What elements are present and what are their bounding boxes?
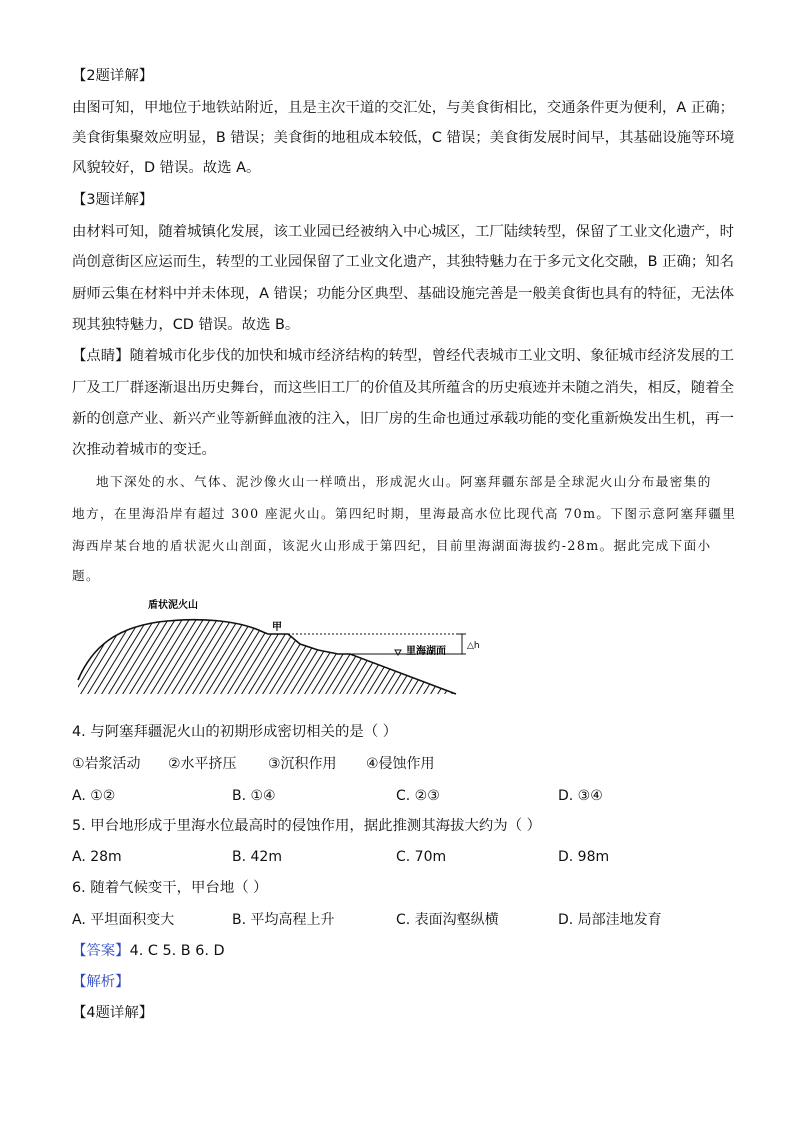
hatch-line bbox=[217, 610, 272, 700]
hatch-line bbox=[203, 610, 258, 700]
hatch-line bbox=[56, 610, 111, 700]
q4-option-a[interactable]: A. ①② bbox=[72, 788, 116, 804]
hatch-line bbox=[294, 610, 349, 700]
section2-line-3: 风貌较好，D 错误。故选 A。 bbox=[72, 160, 261, 176]
q5-option-d[interactable]: D. 98m bbox=[558, 849, 610, 865]
hatch-line bbox=[28, 610, 83, 700]
section3-line-3: 厨师云集在材料中并未体现，A 错误；功能分区典型、基础设施完善是一般美食街也具有的特征，无法体 bbox=[72, 286, 735, 302]
hatch-line bbox=[98, 610, 153, 700]
material-line-2: 地方，在里海沿岸有超过 300 座泥火山。第四纪时期，里海最高水位比现代高 70m。下图示意阿塞拜疆里 bbox=[72, 506, 737, 521]
hatch-line bbox=[301, 610, 356, 700]
q4-item-4: ④侵蚀作用 bbox=[366, 756, 435, 772]
comment-line-3: 新的创意产业、新兴产业等新鲜血液的注入，旧厂房的生命也通过承载功能的变化重新焕发出生机，再一 bbox=[72, 411, 734, 427]
q6-stem: 6. 随着气候变干，甲台地（ ） bbox=[72, 880, 268, 896]
hatch-line bbox=[133, 610, 188, 700]
q5-stem: 5. 甲台地形成于里海水位最高时的侵蚀作用，据此推测其海拔大约为（ ） bbox=[72, 818, 541, 834]
hatch-line bbox=[0, 610, 55, 700]
q6-option-a[interactable]: A. 平坦面积变大 bbox=[72, 912, 175, 928]
hatch-line bbox=[91, 610, 146, 700]
q4-option-b[interactable]: B. ①④ bbox=[232, 788, 276, 804]
section4-heading: 【4题详解】 bbox=[72, 1005, 154, 1021]
section3-line-4: 现其独特魅力，CD 错误。故选 B。 bbox=[72, 317, 300, 333]
comment-line-2: 厂及工厂群逐渐退出历史舞台，而这些旧工厂的价值及其所蕴含的历史痕迹并未随之消失，相反，随着全 bbox=[72, 380, 734, 396]
hatch-line bbox=[161, 610, 216, 700]
q6-option-d[interactable]: D. 局部洼地发育 bbox=[558, 912, 662, 928]
hatch-line bbox=[455, 610, 510, 700]
hatch-line bbox=[483, 610, 538, 700]
ground-profile-line bbox=[78, 620, 456, 694]
hatch-line bbox=[462, 610, 517, 700]
q5-option-b[interactable]: B. 42m bbox=[232, 849, 282, 865]
q6-option-b[interactable]: B. 平均高程上升 bbox=[232, 912, 335, 928]
hatch-line bbox=[63, 610, 118, 700]
section2-line-2: 美食街集聚效应明显，B 错误；美食街的地租成本较低，C 错误；美食街发展时间早，其基础设施等环境 bbox=[72, 130, 735, 146]
hatch-line bbox=[168, 610, 223, 700]
q4-stem: 4. 与阿塞拜疆泥火山的初期形成密切相关的是（ ） bbox=[72, 724, 398, 740]
hatch-line bbox=[112, 610, 167, 700]
label-jia: 甲 bbox=[272, 622, 282, 633]
hatch-line bbox=[0, 610, 34, 700]
hatch-line bbox=[490, 610, 545, 700]
comment-text-1: 随着城市化步伐的加快和城市经济结构的转型，曾经代表城市工业文明、象征城市经济发展的工 bbox=[129, 348, 734, 364]
hatch-line bbox=[182, 610, 237, 700]
comment-line-1 bbox=[72, 346, 734, 366]
answer-text: 4. C 5. B 6. D bbox=[129, 943, 225, 959]
q6-option-c[interactable]: C. 表面沟壑纵横 bbox=[396, 912, 499, 928]
comment-line-4: 次推动着城市的变迁。 bbox=[72, 442, 216, 458]
q5-option-a[interactable]: A. 28m bbox=[72, 849, 122, 865]
section2-heading: 【2题详解】 bbox=[72, 68, 154, 84]
hatch-line bbox=[350, 610, 405, 700]
q5-option-c[interactable]: C. 70m bbox=[396, 849, 447, 865]
label-delta-h: △h bbox=[467, 641, 480, 651]
hatch-line bbox=[77, 610, 132, 700]
hatch-line bbox=[154, 610, 209, 700]
hatch-line bbox=[0, 610, 41, 700]
hatch-line bbox=[35, 610, 90, 700]
material-line-1: 地下深处的水、气体、泥沙像火山一样喷出，形成泥火山。阿塞拜疆东部是全球泥火山分布最密集的 bbox=[96, 474, 712, 489]
q4-item-2: ②水平挤压 bbox=[168, 756, 237, 772]
hatch-line bbox=[0, 610, 20, 700]
hatch-line bbox=[357, 610, 412, 700]
hatch-line bbox=[497, 610, 552, 700]
hatch-line bbox=[336, 610, 391, 700]
hatch-line bbox=[322, 610, 377, 700]
hatch-line bbox=[329, 610, 384, 700]
mud-volcano-profile-figure bbox=[78, 590, 478, 710]
label-shield-volcano: 盾状泥火山 bbox=[148, 600, 198, 611]
answer-label: 【答案】 bbox=[72, 943, 130, 959]
hatch-line bbox=[70, 610, 125, 700]
hatch-line bbox=[259, 610, 314, 700]
comment-label: 【点睛】 bbox=[72, 348, 130, 364]
hatch-line bbox=[238, 610, 293, 700]
section3-line-1: 由材料可知，随着城镇化发展，该工业园已经被纳入中心城区，工厂陆续转型，保留了工业文化遗产，时 bbox=[72, 224, 734, 240]
section2-line-1: 由图可知，甲地位于地铁站附近，且是主次干道的交汇处，与美食街相比，交通条件更为便利，A 正确； bbox=[72, 100, 735, 116]
hatch-line bbox=[280, 610, 335, 700]
hatch-line bbox=[196, 610, 251, 700]
answer-line bbox=[72, 941, 225, 961]
hatch-line bbox=[0, 610, 48, 700]
hatch-line bbox=[0, 610, 13, 700]
hatch-line bbox=[42, 610, 97, 700]
material-line-4: 题。 bbox=[72, 568, 100, 583]
q4-item-1: ①岩浆活动 bbox=[72, 756, 141, 772]
hatch-line bbox=[315, 610, 370, 700]
q4-item-3: ③沉积作用 bbox=[268, 756, 337, 772]
hatch-line bbox=[0, 610, 27, 700]
analysis-label: 【解析】 bbox=[72, 974, 130, 990]
material-line-3: 海西岸某台地的盾状泥火山剖面，该泥火山形成于第四纪，目前里海湖面海拔约-28m。据此完成下面小 bbox=[72, 538, 712, 553]
hatch-line bbox=[49, 610, 104, 700]
label-lake-surface: 里海湖面 bbox=[406, 646, 446, 657]
hatch-line bbox=[147, 610, 202, 700]
hatch-line bbox=[175, 610, 230, 700]
section3-line-2: 尚创意街区应运而生，转型的工业园保留了工业文化遗产，其独特魅力在于多元文化交融，B 正确；知名 bbox=[72, 254, 735, 270]
hatch-line bbox=[14, 610, 69, 700]
hatch-line bbox=[441, 610, 496, 700]
hatch-line bbox=[448, 610, 503, 700]
hatch-line bbox=[7, 610, 62, 700]
q4-option-c[interactable]: C. ②③ bbox=[396, 788, 440, 804]
q4-option-d[interactable]: D. ③④ bbox=[558, 788, 603, 804]
hatch-line bbox=[21, 610, 76, 700]
section3-heading: 【3题详解】 bbox=[72, 192, 154, 208]
hatch-line bbox=[469, 610, 524, 700]
hatch-line bbox=[476, 610, 531, 700]
hatch-line bbox=[287, 610, 342, 700]
